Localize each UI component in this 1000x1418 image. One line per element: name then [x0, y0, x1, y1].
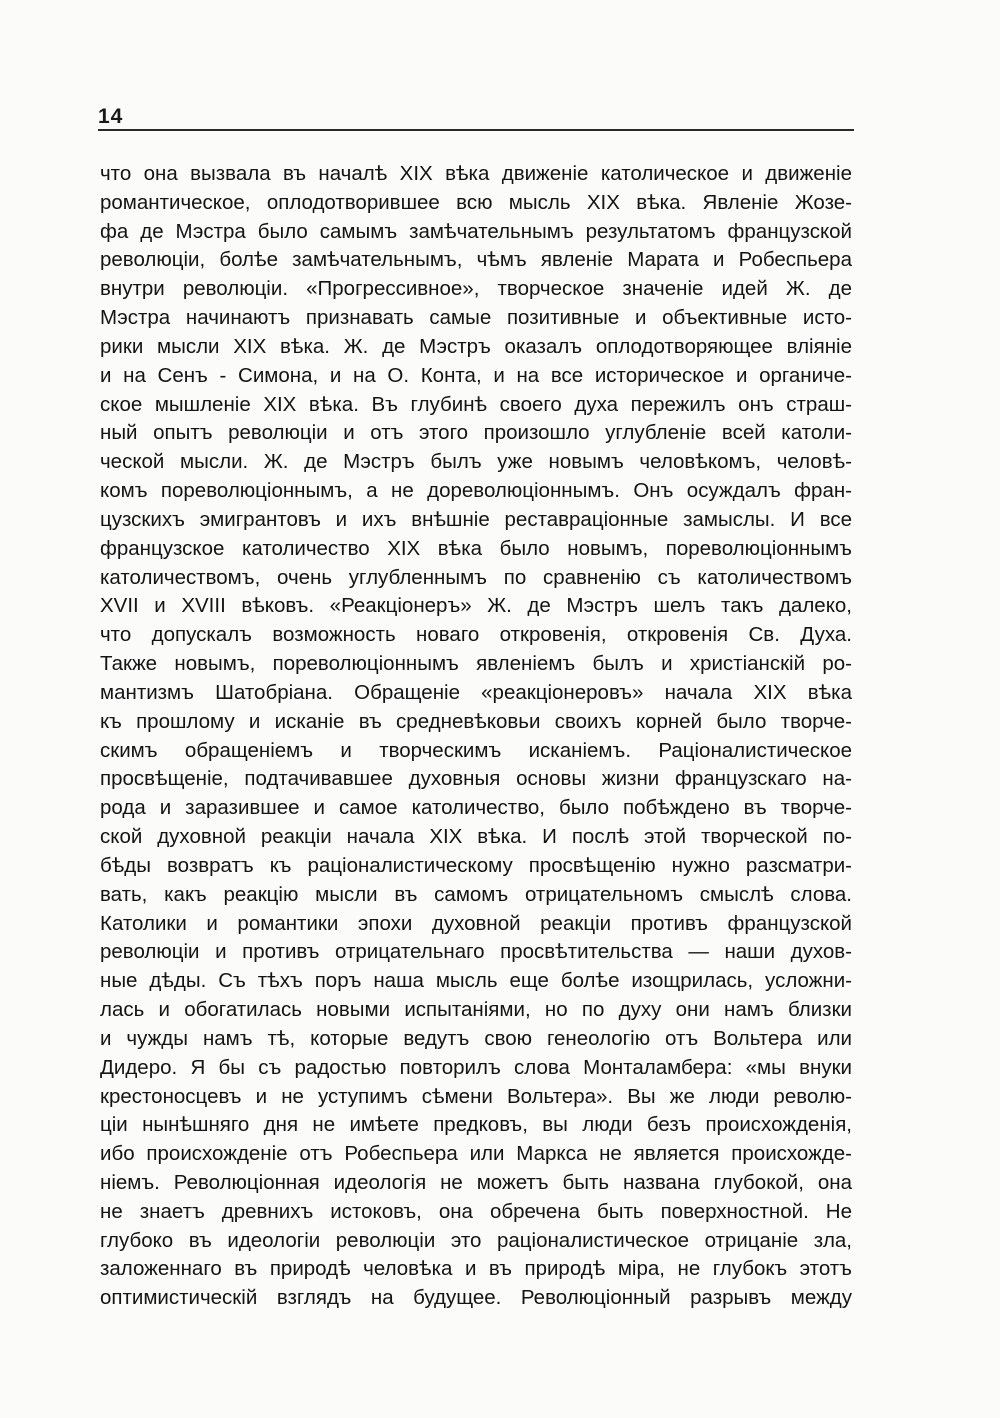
header-rule [98, 129, 854, 131]
text-line: вать, какъ реакцію мысли въ самомъ отрицательномъ смыслѣ слова. [100, 882, 852, 906]
text-line: не знаетъ древнихъ истоковъ, она обречена быть поверхностной. Не [100, 1199, 852, 1223]
text-line: французское католичество XIX вѣка было новымъ, пореволюціоннымъ [100, 536, 852, 560]
text-line: цузскихъ эмигрантовъ и ихъ внѣшніе реставраціонные замыслы. И все [100, 507, 852, 531]
text-line: комъ пореволюціоннымъ, а не дореволюціоннымъ. Онъ осуждалъ фран- [100, 479, 852, 503]
text-line: ской духовной реакціи начала XIX вѣка. И послѣ этой творческой по- [100, 825, 852, 849]
text-line: рода и заразившее и самое католичество, было побѣждено въ творче- [100, 796, 852, 820]
text-line: католичествомъ, очень углубленнымъ по сравненію съ католичествомъ [100, 565, 852, 589]
text-line: ческой мысли. Ж. де Мэстръ былъ уже новымъ человѣкомъ, человѣ- [100, 450, 852, 474]
text-line: заложеннаго въ природѣ человѣка и въ природѣ міра, не глубокъ этотъ [100, 1257, 852, 1281]
text-line: скимъ обращеніемъ и творческимъ исканіемъ. Раціоналистическое [100, 738, 852, 762]
text-line: что допускалъ возможность новаго откровенія, откровенія Св. Духа. [100, 623, 852, 647]
text-line: и чужды намъ тѣ, которые ведутъ свою генеологію отъ Вольтера или [100, 1026, 852, 1050]
text-line: оптимистическій взглядъ на будущее. Революціонный разрывъ между [100, 1286, 852, 1310]
text-line: Католики и романтики эпохи духовной реакціи противъ французской [100, 911, 852, 935]
text-line: романтическое, оплодотворившее всю мысль XIX вѣка. Явленіе Жозе- [100, 190, 852, 214]
text-line: ный опытъ революціи и отъ этого произошло углубленіе всей католи- [100, 421, 852, 445]
text-line: и на Сенъ - Симона, и на О. Конта, и на все историческое и органиче- [100, 363, 852, 387]
text-line: фа де Мэстра было самымъ замѣчательнымъ результатомъ французской [100, 219, 852, 243]
text-line: къ прошлому и исканіе въ средневѣковьи своихъ корней было творче- [100, 709, 852, 733]
text-line: просвѣщеніе, подтачивавшее духовныя основы жизни французскаго на- [100, 767, 852, 791]
text-line: ніемъ. Революціонная идеологія не можетъ быть названа глубокой, она [100, 1170, 852, 1194]
body-text [100, 160, 852, 1313]
text-line: ибо происхожденіе отъ Робеспьера или Маркса не является происхожде- [100, 1142, 852, 1166]
text-line: крестоносцевъ и не уступимъ сѣмени Вольтера». Вы же люди револю- [100, 1084, 852, 1108]
text-line: лась и обогатилась новыми испытаніями, но по духу они намъ близки [100, 998, 852, 1022]
text-line: глубоко въ идеологіи революціи это раціоналистическое отрицаніе зла, [100, 1228, 852, 1252]
page-header [98, 104, 854, 130]
text-line: ціи нынѣшняго дня не имѣете предковъ, вы люди безъ происхожденія, [100, 1113, 852, 1137]
text-line: революціи и противъ отрицательнаго просвѣтительства — наши духов- [100, 940, 852, 964]
text-line: рики мысли XIX вѣка. Ж. де Мэстръ оказалъ оплодотворяющее вліяніе [100, 334, 852, 358]
text-line: Также новымъ, пореволюціоннымъ явленіемъ былъ и христіанскій ро- [100, 652, 852, 676]
text-line: бѣды возвратъ къ раціоналистическому просвѣщенію нужно разсматри- [100, 853, 852, 877]
text-line: ское мышленіе XIX вѣка. Въ глубинѣ своего духа пережилъ онъ страш- [100, 392, 852, 416]
text-line: мантизмъ Шатобріана. Обращеніе «реакціонеровъ» начала XIX вѣка [100, 680, 852, 704]
text-line: Мэстра начинаютъ признавать самые позитивные и объективные исто- [100, 306, 852, 330]
page-number: 14 [98, 105, 124, 128]
text-line: революціи, болѣе замѣчательнымъ, чѣмъ явленіе Марата и Робеспьера [100, 248, 852, 272]
text-line: ные дѣды. Съ тѣхъ поръ наша мысль еще болѣе изощрилась, усложни- [100, 969, 852, 993]
text-line: Дидеро. Я бы съ радостью повторилъ слова Монталамбера: «мы внуки [100, 1055, 852, 1079]
text-line: XVII и XVIII вѣковъ. «Реакціонеръ» Ж. де Мэстръ шелъ такъ далеко, [100, 594, 852, 618]
text-line: что она вызвала въ началѣ XIX вѣка движеніе католическое и движеніе [100, 162, 852, 185]
text-line: внутри революціи. «Прогрессивное», творческое значеніе идей Ж. де [100, 277, 852, 301]
